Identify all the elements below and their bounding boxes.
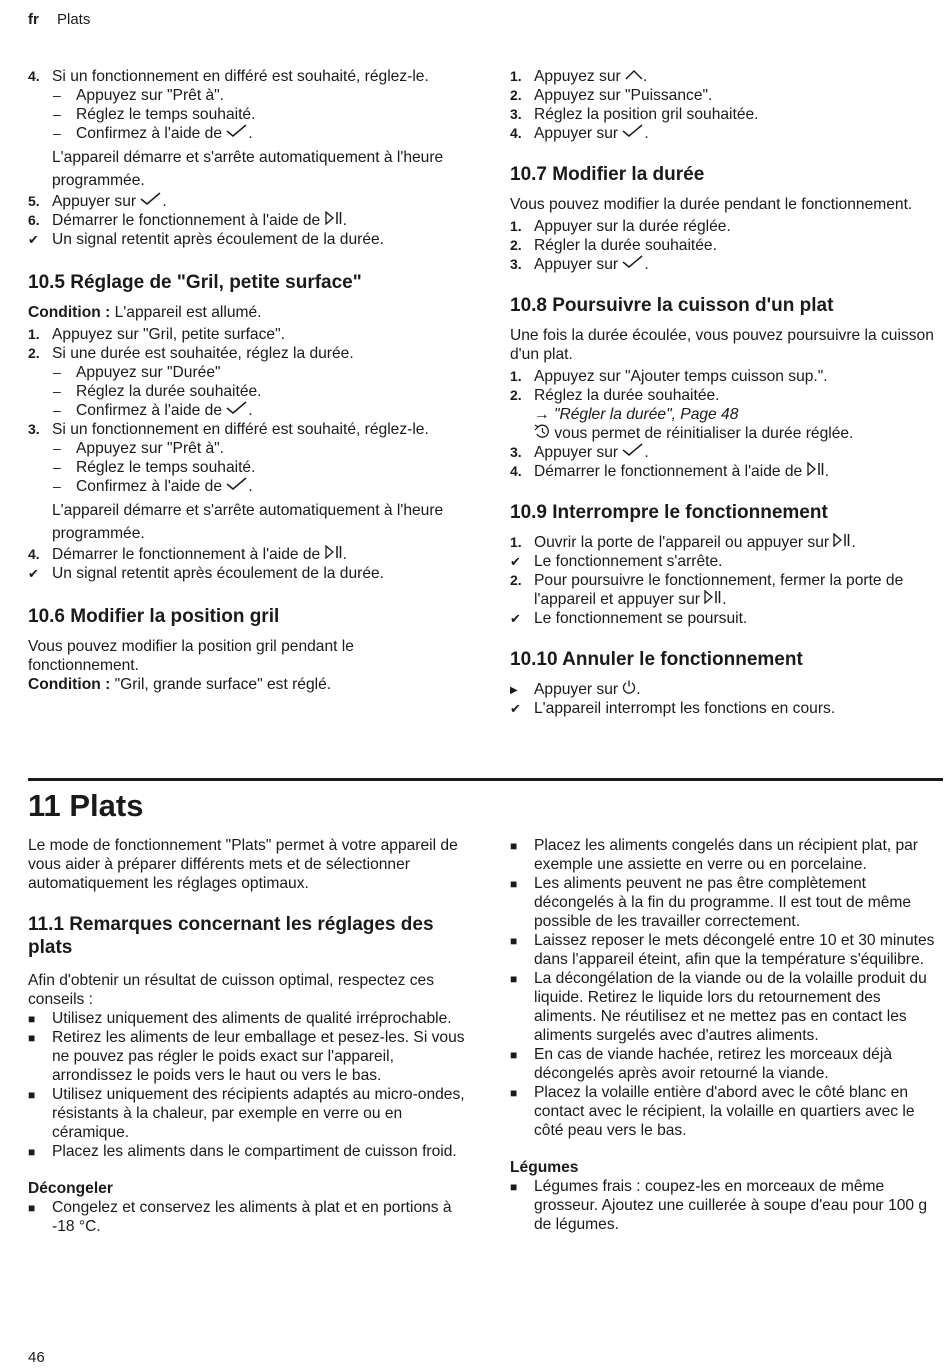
list-item: ■ Laissez reposer le mets décongelé entre 10 et 30 minutes dans l'appareil éteint, afin que la température s'équilibre. — [510, 932, 935, 968]
left-column-bottom — [28, 836, 468, 1236]
result-check-icon: ✔ — [510, 554, 521, 569]
checkmark-icon — [226, 124, 248, 143]
step-1: 1. Ouvrir la porte de l'appareil ou appuyer sur . — [510, 534, 856, 551]
list-item: ■ Placez la volaille entière d'abord avec le côté blanc en contact avec le récipient, la volaille en quartiers avec le côté peau vers le bas. — [510, 1084, 915, 1139]
step-2: 2. Pour poursuivre le fonctionnement, fermer la porte de l'appareil et appuyer sur . — [510, 572, 904, 608]
step-1: 1. Appuyez sur . — [510, 68, 648, 85]
list-item: ■ Les aliments peuvent ne pas être complètement décongelés à la fin du programme. Il est tout de même possible de les travailler correctement. — [510, 875, 912, 930]
start-pause-icon — [807, 462, 825, 481]
result-line: ✔ Le fonctionnement s'arrête. — [510, 553, 723, 570]
step-3: 3. Appuyer sur . — [510, 256, 649, 273]
list-item: ■ Légumes frais : coupez-les en morceaux de même grosseur. Ajoutez une cuillerée à soupe d'eau pour 100 g de légumes. — [510, 1178, 928, 1233]
step-3: 3. Si un fonctionnement en différé est souhaité, réglez-le. — [28, 421, 429, 438]
result-line: ✔ Un signal retentit après écoulement de la durée. — [28, 231, 384, 248]
paragraph: Vous pouvez modifier la position gril pendant le fonctionnement. — [28, 638, 354, 674]
heading-10-6: 10.6 Modifier la position gril — [28, 606, 280, 627]
condition: Condition : L'appareil est allumé. — [28, 304, 262, 321]
list-item: ■ Utilisez uniquement des récipients adaptés au micro-ondes, résistants à la chaleur, par exemple en verre ou en céramique. — [28, 1086, 465, 1141]
heading-10-8: 10.8 Poursuivre la cuisson d'un plat — [510, 295, 834, 316]
start-pause-icon — [325, 545, 343, 564]
subheading-decongeler: Décongeler — [28, 1180, 113, 1197]
checkmark-icon — [622, 443, 644, 462]
heading-11-1: 11.1 Remarques concernant les réglages des plats — [28, 914, 434, 958]
substep: – Réglez la durée souhaitée. — [53, 383, 262, 400]
step-2: 2. Réglez la durée souhaitée. — [510, 387, 720, 404]
action-step: ▶ Appuyer sur . — [510, 681, 641, 698]
substep: – Confirmez à l'aide de . — [53, 478, 253, 495]
step-4: 4. Démarrer le fonctionnement à l'aide de . — [510, 463, 829, 480]
step-2: 2. Appuyez sur "Puissance". — [510, 87, 713, 104]
checkmark-icon — [622, 124, 644, 143]
page-number: 46 — [28, 1349, 45, 1366]
substep: – Réglez le temps souhaité. — [53, 106, 256, 123]
cross-reference[interactable]: → "Régler la durée", Page 48 — [534, 406, 739, 423]
chapter-rule — [28, 778, 943, 781]
result-line: ✔ L'appareil interrompt les fonctions en cours. — [510, 700, 836, 717]
list-item: ■ Placez les aliments congelés dans un récipient plat, par exemple une assiette en verre ou en porcelaine. — [510, 837, 918, 873]
header-section: Plats — [57, 11, 91, 28]
step-note: L'appareil démarre et s'arrête automatiquement à l'heure programmée. — [52, 149, 444, 189]
step-5: 5. Appuyer sur . — [28, 193, 167, 210]
reference-arrow-icon: → — [534, 406, 550, 423]
result-line: ✔ Un signal retentit après écoulement de la durée. — [28, 565, 384, 582]
paragraph: Afin d'obtenir un résultat de cuisson optimal, respectez ces conseils : — [28, 972, 435, 1008]
checkmark-icon — [140, 192, 162, 211]
list-item: ■ Utilisez uniquement des aliments de qualité irréprochable. — [28, 1010, 452, 1027]
condition: Condition : "Gril, grande surface" est réglé. — [28, 676, 332, 693]
step-1: 1. Appuyer sur la durée réglée. — [510, 218, 731, 235]
substep: – Confirmez à l'aide de . — [53, 125, 253, 142]
step-6: 6. Démarrer le fonctionnement à l'aide de . — [28, 212, 347, 229]
result-check-icon: ✔ — [28, 566, 39, 581]
right-column-bottom — [510, 836, 945, 1234]
heading-10-9: 10.9 Interrompre le fonctionnement — [510, 502, 828, 523]
list-item: ■ Placez les aliments dans le compartiment de cuisson froid. — [28, 1143, 457, 1160]
right-column-top — [510, 67, 945, 718]
step-2: 2. Si une durée est souhaitée, réglez la durée. — [28, 345, 354, 362]
result-line: ✔ Le fonctionnement se poursuit. — [510, 610, 748, 627]
list-item: ■ La décongélation de la viande ou de la volaille produit du liquide. Retirez le liquide lors du retournement des aliments. Ne réutilisez et ne mettez pas en contact les aliments surgelés avec d'autres aliments. — [510, 970, 927, 1044]
reset-note: vous permet de réinitialiser la durée réglée. — [510, 424, 945, 443]
checkmark-icon — [622, 255, 644, 274]
step-3: 3. Réglez la position gril souhaitée. — [510, 106, 759, 123]
step-4: 4. Appuyer sur . — [510, 125, 649, 142]
paragraph: Une fois la durée écoulée, vous pouvez poursuivre la cuisson d'un plat. — [510, 327, 934, 363]
substep: – Appuyez sur "Durée" — [53, 364, 221, 381]
chevron-up-icon — [625, 67, 643, 86]
list-item: ■ Congelez et conservez les aliments à plat et en portions à -18 °C. — [28, 1199, 452, 1235]
substep: – Appuyez sur "Prêt à". — [53, 87, 225, 104]
step-3: 3. Appuyer sur . — [510, 444, 649, 461]
header-language: fr — [28, 11, 39, 28]
start-pause-icon — [833, 533, 851, 552]
substep: – Réglez le temps souhaité. — [53, 459, 256, 476]
step-1: 1. Appuyez sur "Gril, petite surface". — [28, 326, 285, 343]
step-2: 2. Régler la durée souhaitée. — [510, 237, 717, 254]
heading-10-10: 10.10 Annuler le fonctionnement — [510, 649, 803, 670]
chapter-title: 11 Plats — [28, 788, 144, 823]
step-note: L'appareil démarre et s'arrête automatiquement à l'heure programmée. — [52, 502, 444, 542]
step-1: 1. Appuyez sur "Ajouter temps cuisson sup.". — [510, 368, 828, 385]
checkmark-icon — [226, 477, 248, 496]
heading-10-7: 10.7 Modifier la durée — [510, 164, 705, 185]
intro-paragraph: Le mode de fonctionnement "Plats" permet à votre appareil de vous aider à préparer différents mets et de sélectionner automatiquement les réglages optimaux. — [28, 837, 458, 892]
result-check-icon: ✔ — [510, 611, 521, 626]
result-check-icon: ✔ — [510, 701, 521, 716]
paragraph: Vous pouvez modifier la durée pendant le fonctionnement. — [510, 196, 913, 213]
left-column-top — [28, 67, 468, 694]
list-item: ■ Retirez les aliments de leur emballage et pesez-les. Si vous ne pouvez pas régler le poids exact sur l'appareil, arrondissez le poids vers le haut ou vers le bas. — [28, 1029, 465, 1084]
step-4: 4. Si un fonctionnement en différé est souhaité, réglez-le. — [28, 68, 429, 85]
start-pause-icon — [325, 211, 343, 230]
checkmark-icon — [226, 401, 248, 420]
heading-10-5: 10.5 Réglage de "Gril, petite surface" — [28, 272, 362, 293]
reset-timer-icon — [534, 424, 550, 443]
substep: – Appuyez sur "Prêt à". — [53, 440, 225, 457]
step-4: 4. Démarrer le fonctionnement à l'aide de . — [28, 546, 347, 563]
subheading-legumes: Légumes — [510, 1159, 579, 1176]
start-pause-icon — [704, 590, 722, 609]
power-icon — [622, 680, 636, 699]
list-item: ■ En cas de viande hachée, retirez les morceaux déjà décongelés après avoir retourné la viande. — [510, 1046, 892, 1082]
result-check-icon: ✔ — [28, 232, 39, 247]
substep: – Confirmez à l'aide de . — [53, 402, 253, 419]
